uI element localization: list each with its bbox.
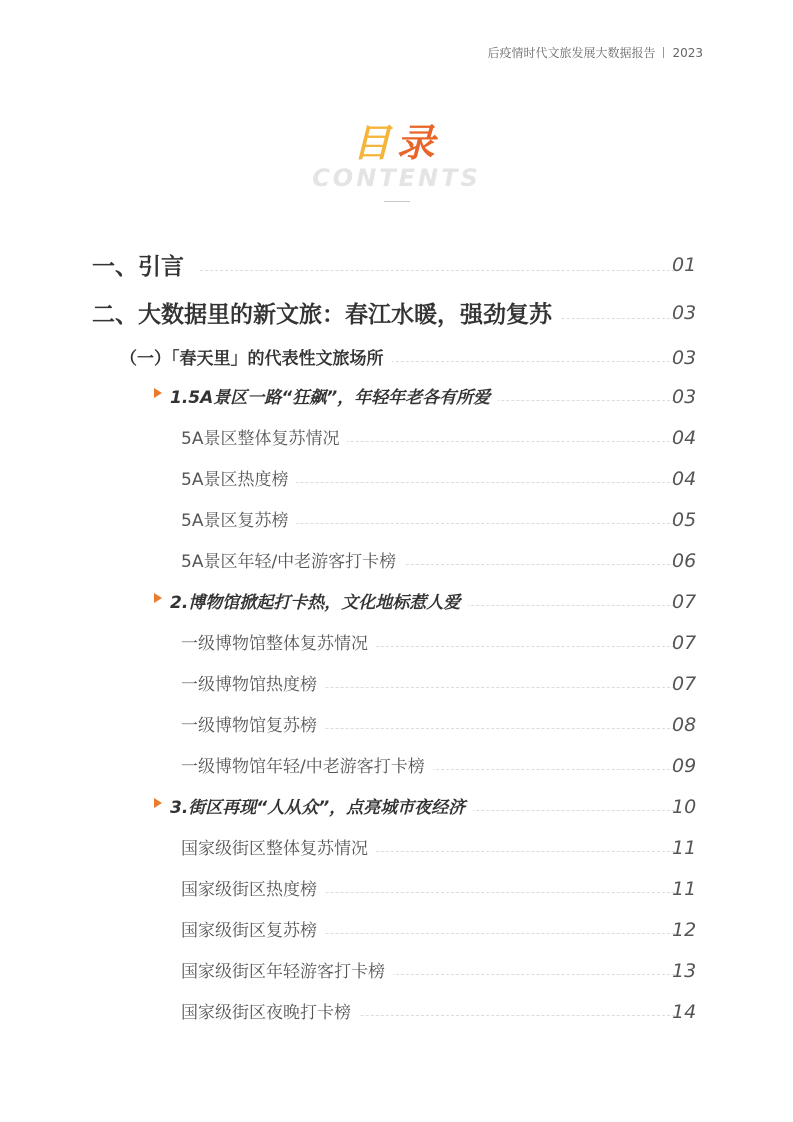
toc-page-number: 03 xyxy=(672,347,697,369)
toc-page-number: 14 xyxy=(672,1001,697,1023)
toc-entry[interactable] xyxy=(0,296,793,330)
toc-entry-title: 5A景区整体复苏情况 xyxy=(181,424,347,449)
toc-page-number: 03 xyxy=(672,302,697,324)
toc-page-number: 06 xyxy=(672,550,697,572)
toc-entry[interactable] xyxy=(0,248,793,282)
toc-page-number: 07 xyxy=(672,591,697,613)
toc-page-number: 04 xyxy=(672,468,697,490)
report-title: 后疫情时代文旅发展大数据报告 xyxy=(487,46,656,60)
title-underline xyxy=(384,201,410,202)
page-title xyxy=(0,112,793,167)
toc-page-number: 11 xyxy=(672,837,697,859)
toc-entry[interactable] xyxy=(0,957,793,991)
toc-entry[interactable] xyxy=(0,834,793,868)
toc-entry[interactable] xyxy=(0,998,793,1032)
toc-entry[interactable] xyxy=(0,916,793,950)
toc-page-number: 09 xyxy=(672,755,697,777)
toc-page-number: 11 xyxy=(672,878,697,900)
toc-page-number: 05 xyxy=(672,509,697,531)
toc-entry-title: 国家级街区夜晚打卡榜 xyxy=(181,998,359,1023)
bullet-triangle-icon xyxy=(154,798,162,808)
toc-entry-title: 5A景区年轻/中老游客打卡榜 xyxy=(181,547,404,572)
toc-entry[interactable] xyxy=(0,465,793,499)
toc-entry[interactable] xyxy=(0,875,793,909)
toc-entry[interactable] xyxy=(0,344,793,378)
toc-entry-title: 国家级街区整体复苏情况 xyxy=(181,834,376,859)
toc-page-number: 08 xyxy=(672,714,697,736)
toc-entry-title: 一级博物馆复苏榜 xyxy=(181,711,325,736)
toc-entry[interactable] xyxy=(0,547,793,581)
toc-entry-title: 5A景区热度榜 xyxy=(181,465,296,490)
toc-entry[interactable] xyxy=(0,588,793,622)
toc-entry-title: 2.博物馆掀起打卡热，文化地标惹人爱 xyxy=(170,588,468,613)
toc-entry-title: 1.5A景区一路“狂飙”，年轻年老各有所爱 xyxy=(170,383,498,408)
toc-entry[interactable] xyxy=(0,711,793,745)
toc-entry[interactable] xyxy=(0,506,793,540)
page-subtitle: CONTENTS xyxy=(312,164,481,192)
toc-entry-title: 二、大数据里的新文旅：春江水暖，强劲复苏 xyxy=(92,296,560,329)
toc-page-number: 07 xyxy=(672,673,697,695)
toc-entry-title: 3.街区再现“人从众”，点亮城市夜经济 xyxy=(170,793,473,818)
dot-leader xyxy=(200,270,675,271)
toc-entry-title: 一级博物馆热度榜 xyxy=(181,670,325,695)
toc-entry[interactable] xyxy=(0,629,793,663)
toc-page-number: 10 xyxy=(672,796,697,818)
toc-entry-title: 一级博物馆整体复苏情况 xyxy=(181,629,376,654)
bullet-triangle-icon xyxy=(154,593,162,603)
bullet-triangle-icon xyxy=(154,388,162,398)
toc-page-number: 01 xyxy=(672,254,697,276)
toc-entry-title: 国家级街区热度榜 xyxy=(181,875,325,900)
toc-entry-title: 一、引言 xyxy=(92,248,192,281)
toc-entry-title: （一）「春天里」的代表性文旅场所 xyxy=(120,344,392,369)
toc-entry-title: 5A景区复苏榜 xyxy=(181,506,296,531)
toc-entry[interactable] xyxy=(0,793,793,827)
toc-page-number: 03 xyxy=(672,386,697,408)
header-divider xyxy=(663,47,664,58)
toc-entry-title: 国家级街区年轻游客打卡榜 xyxy=(181,957,393,982)
toc-entry[interactable] xyxy=(0,383,793,417)
toc-entry[interactable] xyxy=(0,670,793,704)
toc-entry[interactable] xyxy=(0,424,793,458)
title-char-2: 录 xyxy=(396,121,441,165)
toc-entry-title: 国家级街区复苏榜 xyxy=(181,916,325,941)
toc-entry[interactable] xyxy=(0,752,793,786)
toc-page-number: 04 xyxy=(672,427,697,449)
running-header xyxy=(487,44,703,61)
toc-page-number: 07 xyxy=(672,632,697,654)
title-char-1: 目 xyxy=(352,121,397,165)
toc-page-number: 12 xyxy=(672,919,697,941)
report-year: 2023 xyxy=(672,46,703,60)
toc-entry-title: 一级博物馆年轻/中老游客打卡榜 xyxy=(181,752,433,777)
toc-page-number: 13 xyxy=(672,960,697,982)
